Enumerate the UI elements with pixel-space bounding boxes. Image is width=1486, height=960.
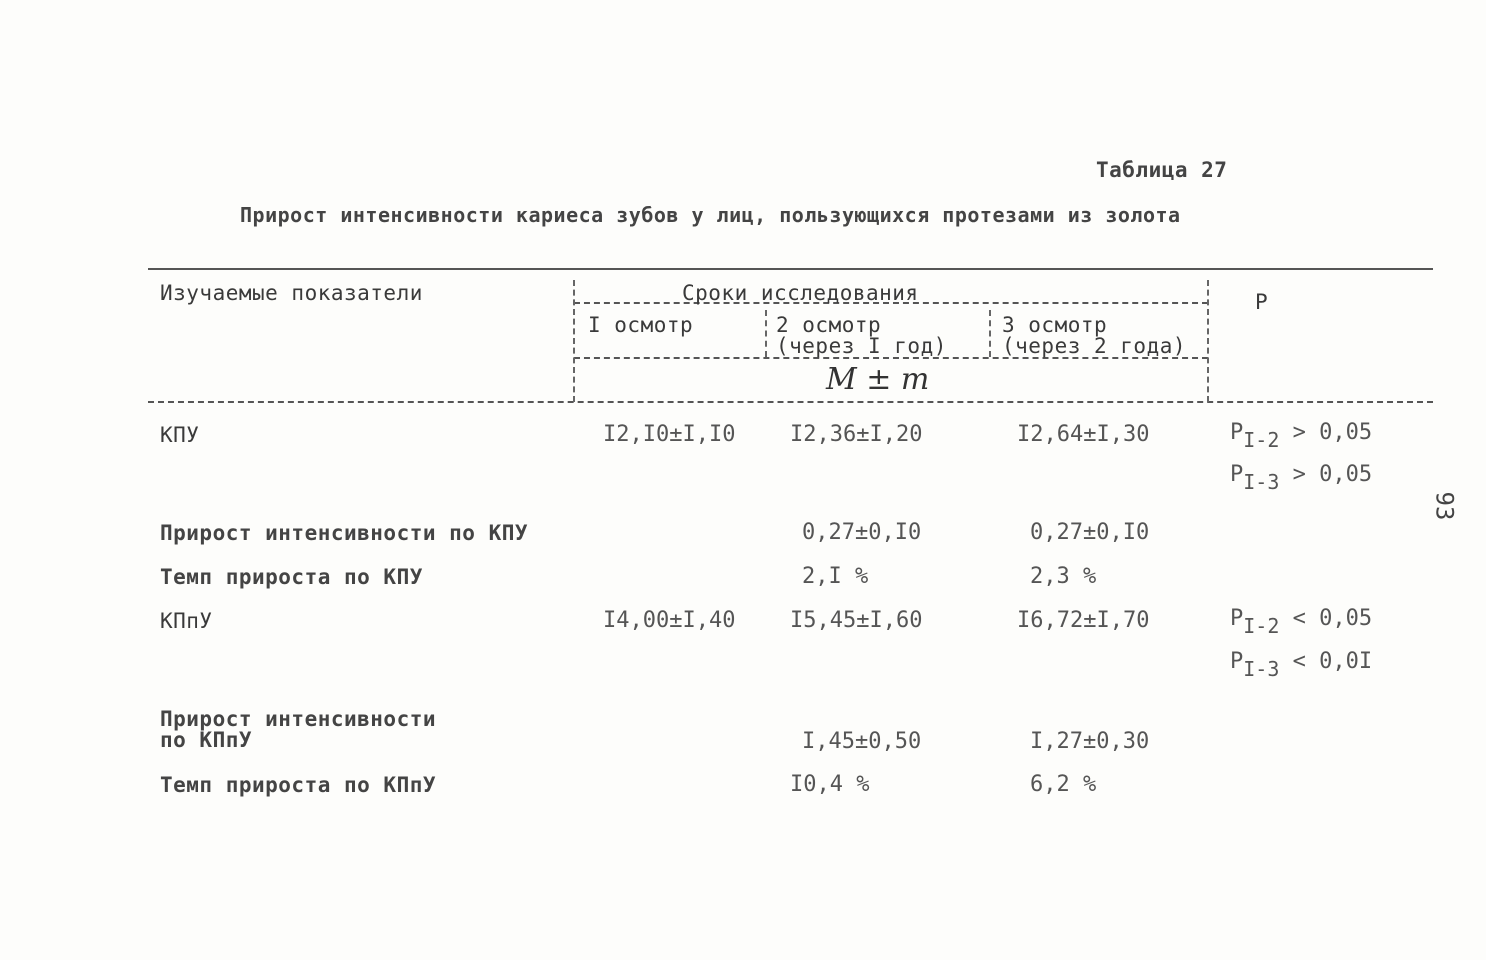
row-kppu-p13: $P_{I-3} < 0,0I$ (1230, 649, 1373, 681)
row-rate-kpu-exam2: 2,I % (802, 564, 869, 589)
row-kppu-exam3: I6,72±I,70 (1017, 608, 1150, 633)
divider-p (1207, 280, 1209, 402)
row-kppu-exam2: I5,45±I,60 (790, 608, 923, 633)
header-exam2-line2: (через I год) (776, 334, 947, 358)
table-label: Таблица 27 (1096, 158, 1228, 182)
row-kpu-exam2: I2,36±I,20 (790, 422, 923, 447)
header-exam3-line1: 3 осмотр (1002, 313, 1108, 337)
page-number: 93 (1430, 491, 1459, 521)
row-growth-kppu-exam3: I,27±0,30 (1030, 729, 1150, 754)
row-kppu-label: КПпУ (160, 609, 213, 633)
header-terms: Сроки исследования (682, 281, 919, 305)
row-kpu-p13: $P_{I-3} > 0,05$ (1230, 462, 1373, 494)
row-rate-kppu-exam3: 6,2 % (1030, 772, 1097, 797)
header-exam3-line2: (через 2 года) (1002, 334, 1187, 358)
row-kpu-exam3: I2,64±I,30 (1017, 422, 1150, 447)
row-rate-kpu-label: Темп прироста по КПУ (160, 565, 423, 589)
row-rate-kpu-exam3: 2,3 % (1030, 564, 1097, 589)
header-p: P (1255, 290, 1269, 314)
header-exam1: I осмотр (588, 313, 694, 337)
divider-exam2 (989, 310, 991, 357)
row-kppu-p12: $P_{I-2} < 0,05$ (1230, 606, 1373, 638)
row-growth-kppu-label-line2: по КПпУ (160, 728, 253, 752)
divider-indicators (573, 280, 575, 402)
row-kpu-p12: $P_{I-2} > 0,05$ (1230, 420, 1373, 452)
row-growth-kppu-label-line1: Прирост интенсивности (160, 707, 437, 731)
row-growth-kppu-exam2: I,45±0,50 (802, 729, 922, 754)
row-kpu-exam1: I2,I0±I,I0 (603, 422, 736, 447)
header-indicators: Изучаемые показатели (160, 281, 423, 305)
row-growth-kpu-exam3: 0,27±0,I0 (1030, 520, 1150, 545)
table-top-rule (148, 268, 1433, 270)
row-kpu-label: КПУ (160, 423, 200, 447)
header-stat-m-pm-m: M ± m (826, 362, 930, 397)
table-header-rule (148, 401, 1433, 403)
row-growth-kpu-exam2: 0,27±0,I0 (802, 520, 922, 545)
divider-exam1 (765, 310, 767, 357)
table-title: Прирост интенсивности кариеса зубов у лиц, пользующихся протезами из золота (240, 203, 1181, 227)
row-growth-kpu-label: Прирост интенсивности по КПУ (160, 521, 529, 545)
row-rate-kppu-exam2: I0,4 % (790, 772, 870, 797)
row-rate-kppu-label: Темп прироста по КПпУ (160, 773, 437, 797)
row-kppu-exam1: I4,00±I,40 (603, 608, 736, 633)
header-exam2-line1: 2 осмотр (776, 313, 882, 337)
